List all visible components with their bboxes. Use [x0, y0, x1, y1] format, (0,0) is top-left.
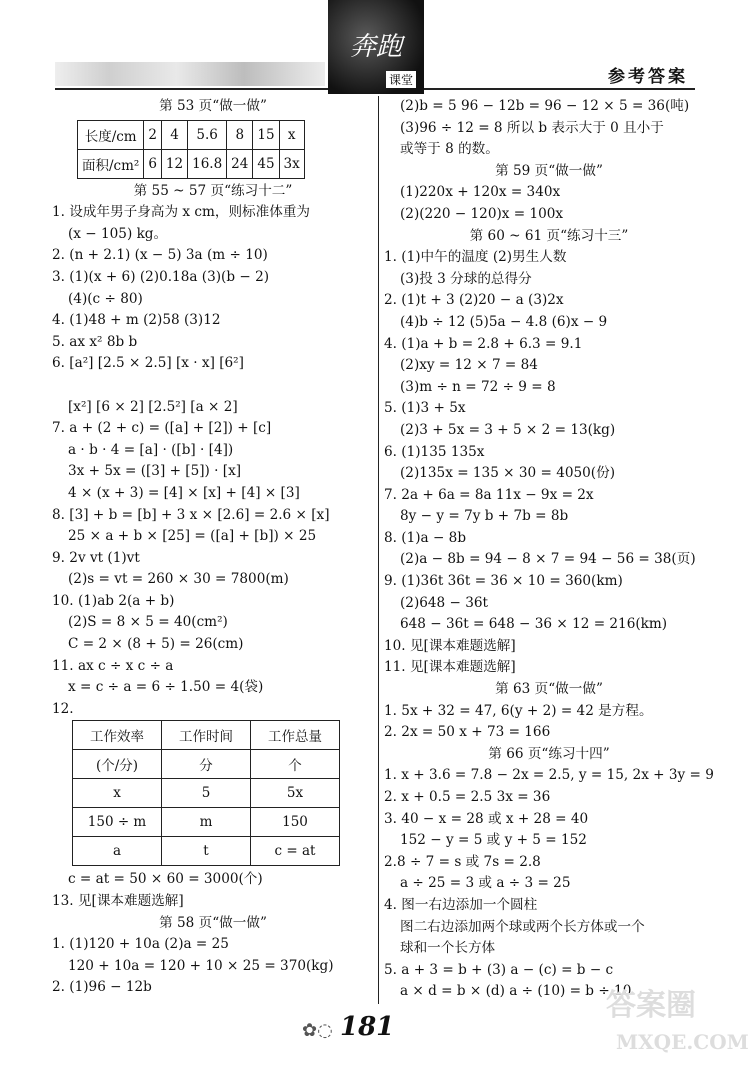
answer-line: (3)96 ÷ 12 = 8 所以 b 表示大于 0 且小于	[400, 119, 664, 136]
table-cell: 8	[227, 120, 253, 149]
table-row	[73, 750, 340, 779]
answer-line: [x²] [6 × 2] [2.5²] [a × 2]	[68, 398, 238, 415]
answer-line: 8y − y = 7y b + 7b = 8b	[400, 508, 569, 525]
answer-line: (4)(c ÷ 80)	[68, 290, 143, 307]
table-cell: 5	[162, 779, 251, 808]
answer-line: 9. (1)36t 36t = 36 × 10 = 360(km)	[384, 573, 623, 590]
table-cell: 工作效率	[73, 721, 162, 750]
table-cell: 分	[162, 750, 251, 779]
answer-line: 图二右边添加两个球或两个长方体或一个	[400, 918, 645, 935]
answer-line: 2. (1)96 − 12b	[52, 979, 152, 996]
answer-line: (x − 105) kg。	[68, 225, 168, 242]
section-heading: 第 59 页“做一做”	[495, 162, 603, 179]
answer-line: (4)b ÷ 12 (5)5a − 4.8 (6)x − 9	[400, 313, 608, 330]
table-row	[73, 721, 340, 750]
table-cell: 面积/cm²	[78, 149, 144, 178]
table-cell: 24	[227, 149, 253, 178]
answer-line	[52, 375, 374, 397]
footer-ornament-icon: ✿◌	[302, 1020, 333, 1041]
answer-line: 7. a + (2 + c) = ([a] + [2]) + [c]	[52, 420, 272, 437]
answer-line: 13. 见[课本难题选解]	[52, 893, 184, 910]
answer-line: 1. 5x + 32 = 47, 6(y + 2) = 42 是方程。	[384, 702, 653, 719]
answer-line: 1. 设成年男子身高为 x cm，则标准体重为	[52, 204, 311, 221]
answer-line: x = c ÷ a = 6 ÷ 1.50 = 4(袋)	[68, 679, 264, 696]
answer-line: C = 2 × (8 + 5) = 26(cm)	[68, 636, 244, 653]
answer-line: 25 × a + b × [25] = ([a] + [b]) × 25	[68, 528, 317, 545]
answer-line: 1. x + 3.6 = 7.8 − 2x = 2.5, y = 15, 2x + 3y = 9	[384, 767, 714, 784]
answer-line: (3)投 3 分球的总得分	[400, 270, 532, 287]
table-cell: x	[279, 120, 304, 149]
table-cell: 15	[253, 120, 279, 149]
table-cell: 工作总量	[251, 721, 340, 750]
answer-line: (3)m ÷ n = 72 ÷ 9 = 8	[400, 378, 556, 395]
section-heading: 第 66 页“练习十四”	[488, 745, 610, 762]
answer-line: 7. 2a + 6a = 8a 11x − 9x = 2x	[384, 486, 594, 503]
table-cell: 45	[253, 149, 279, 178]
answer-line: a × d = b × (d) a ÷ (10) = b ÷ 10	[400, 983, 632, 1000]
answer-line: 120 + 10a = 120 + 10 × 25 = 370(kg)	[68, 957, 334, 974]
column-divider	[378, 96, 379, 1004]
logo-sub: 课堂	[386, 71, 416, 88]
section-heading: 第 53 页“做一做”	[159, 98, 267, 114]
section-heading: 第 55 ~ 57 页“练习十二”	[133, 182, 293, 199]
table-cell: 长度/cm	[78, 120, 144, 149]
table-cell: 3x	[279, 149, 304, 178]
table-row	[73, 837, 340, 866]
answer-line: 或等于 8 的数。	[400, 141, 499, 158]
answer-line: (2)S = 8 × 5 = 40(cm²)	[68, 614, 228, 631]
section-heading: 第 63 页“做一做”	[495, 681, 603, 698]
table-cell: 6	[144, 149, 162, 178]
table-cell: 4	[161, 120, 187, 149]
answer-line: (2)(220 − 120)x = 100x	[400, 205, 564, 222]
table-cell: t	[162, 837, 251, 866]
table-cell: 12	[161, 149, 187, 178]
table-cell: c = at	[251, 837, 340, 866]
table-cell: 150 ÷ m	[73, 808, 162, 837]
answer-line: 2. (1)t + 3 (2)20 − a (3)2x	[384, 292, 564, 309]
answer-line: 3. 40 − x = 28 或 x + 28 = 40	[384, 810, 589, 827]
left-column	[52, 96, 374, 999]
answer-line: 10. (1)ab 2(a + b)	[52, 592, 175, 609]
answer-line: 8. (1)a − 8b	[384, 529, 467, 546]
answer-line: 11. 见[课本难题选解]	[384, 659, 516, 676]
table-cell: 150	[251, 808, 340, 837]
answer-line: (2)a − 8b = 94 − 8 × 7 = 94 − 56 = 38(页)	[400, 551, 696, 568]
answer-line: 2. x + 0.5 = 2.5 3x = 36	[384, 789, 551, 805]
answer-line: 8. [3] + b = [b] + 3 x × [2.6] = 2.6 × [x]	[52, 506, 330, 523]
table-cell: 5x	[251, 779, 340, 808]
section-heading: 第 60 ~ 61 页“练习十三”	[469, 227, 629, 244]
answer-line: 10. 见[课本难题选解]	[384, 637, 516, 654]
answer-line: 4. (1)a + b = 2.8 + 6.3 = 9.1	[384, 335, 583, 352]
answer-line: 1. (1)120 + 10a (2)a = 25	[52, 936, 229, 953]
answer-line: 2.8 ÷ 7 = s 或 7s = 2.8	[384, 853, 541, 870]
brand-logo	[328, 0, 424, 94]
answer-line: a · b · 4 = [a] · ([b] · [4])	[68, 441, 234, 458]
answer-line: 12.	[52, 700, 74, 717]
header-decoration	[55, 62, 325, 86]
table-row	[73, 779, 340, 808]
table-cell: (个/分)	[73, 750, 162, 779]
answer-line: 3. (1)(x + 6) (2)0.18a (3)(b − 2)	[52, 268, 270, 285]
table-cell: 2	[144, 120, 162, 149]
answer-line: 648 − 36t = 648 − 36 × 12 = 216(km)	[400, 616, 668, 633]
watermark-logo: 答案圈	[606, 988, 696, 1023]
answer-line: 5. ax x² 8b b	[52, 333, 138, 350]
page-title: 参考答案	[608, 67, 688, 87]
answer-line: 11. ax c ÷ x c ÷ a	[52, 657, 174, 674]
answer-line: (2)648 − 36t	[400, 594, 488, 611]
table-cell: m	[162, 808, 251, 837]
answer-line: (2)xy = 12 × 7 = 84	[400, 357, 538, 374]
answer-line: a ÷ 25 = 3 或 a ÷ 3 = 25	[400, 875, 571, 892]
answer-line: (1)220x + 120x = 340x	[400, 184, 561, 201]
answer-line: 2. (n + 2.1) (x − 5) 3a (m ÷ 10)	[52, 247, 268, 264]
answer-line: 4 × (x + 3) = [4] × [x] + [4] × [3]	[68, 484, 300, 501]
answer-line: 1. (1)中午的温度 (2)男生人数	[384, 249, 567, 266]
table-work-rate	[72, 720, 340, 866]
answer-line: 4. 图一右边添加一个圆柱	[384, 896, 538, 913]
answer-line: 球和一个长方体	[400, 940, 496, 957]
right-column	[384, 96, 714, 1003]
table-cell: x	[73, 779, 162, 808]
table-cell: 16.8	[188, 149, 227, 178]
table-row	[78, 120, 305, 149]
answer-line: c = at = 50 × 60 = 3000(个)	[68, 871, 263, 888]
answer-line: (2)b = 5 96 − 12b = 96 − 12 × 5 = 36(吨)	[400, 98, 690, 114]
table-cell: 5.6	[188, 120, 227, 149]
table-row	[78, 149, 305, 178]
section-heading: 第 58 页“做一做”	[159, 914, 267, 931]
page-header	[0, 0, 750, 98]
answer-line: 5. a + 3 = b + (3) a − (c) = b − c	[384, 961, 614, 978]
watermark-url: MXQE.COM	[616, 1030, 749, 1054]
answer-line: 3x + 5x = ([3] + [5]) · [x]	[68, 463, 242, 480]
answer-line: 9. 2v vt (1)vt	[52, 549, 140, 566]
answer-line: 5. (1)3 + 5x	[384, 400, 466, 417]
table-row	[73, 808, 340, 837]
table-cell: 工作时间	[162, 721, 251, 750]
table-length-area	[77, 120, 305, 179]
answer-line: 2. 2x = 50 x + 73 = 166	[384, 724, 551, 741]
table-cell: a	[73, 837, 162, 866]
answer-line: 4. (1)48 + m (2)58 (3)12	[52, 312, 221, 329]
answer-line: (2)3 + 5x = 3 + 5 × 2 = 13(kg)	[400, 421, 616, 438]
answer-line: 152 − y = 5 或 y + 5 = 152	[400, 832, 587, 849]
answer-line: 6. (1)135 135x	[384, 443, 485, 460]
answer-line: 6. [a²] [2.5 × 2.5] [x · x] [6²]	[52, 355, 244, 372]
logo-text: 奔跑	[349, 32, 402, 62]
answer-line: (2)135x = 135 × 30 = 4050(份)	[400, 465, 616, 482]
page-number: 181	[340, 1012, 395, 1042]
table-cell: 个	[251, 750, 340, 779]
answer-line: (2)s = vt = 260 × 30 = 7800(m)	[68, 571, 289, 588]
